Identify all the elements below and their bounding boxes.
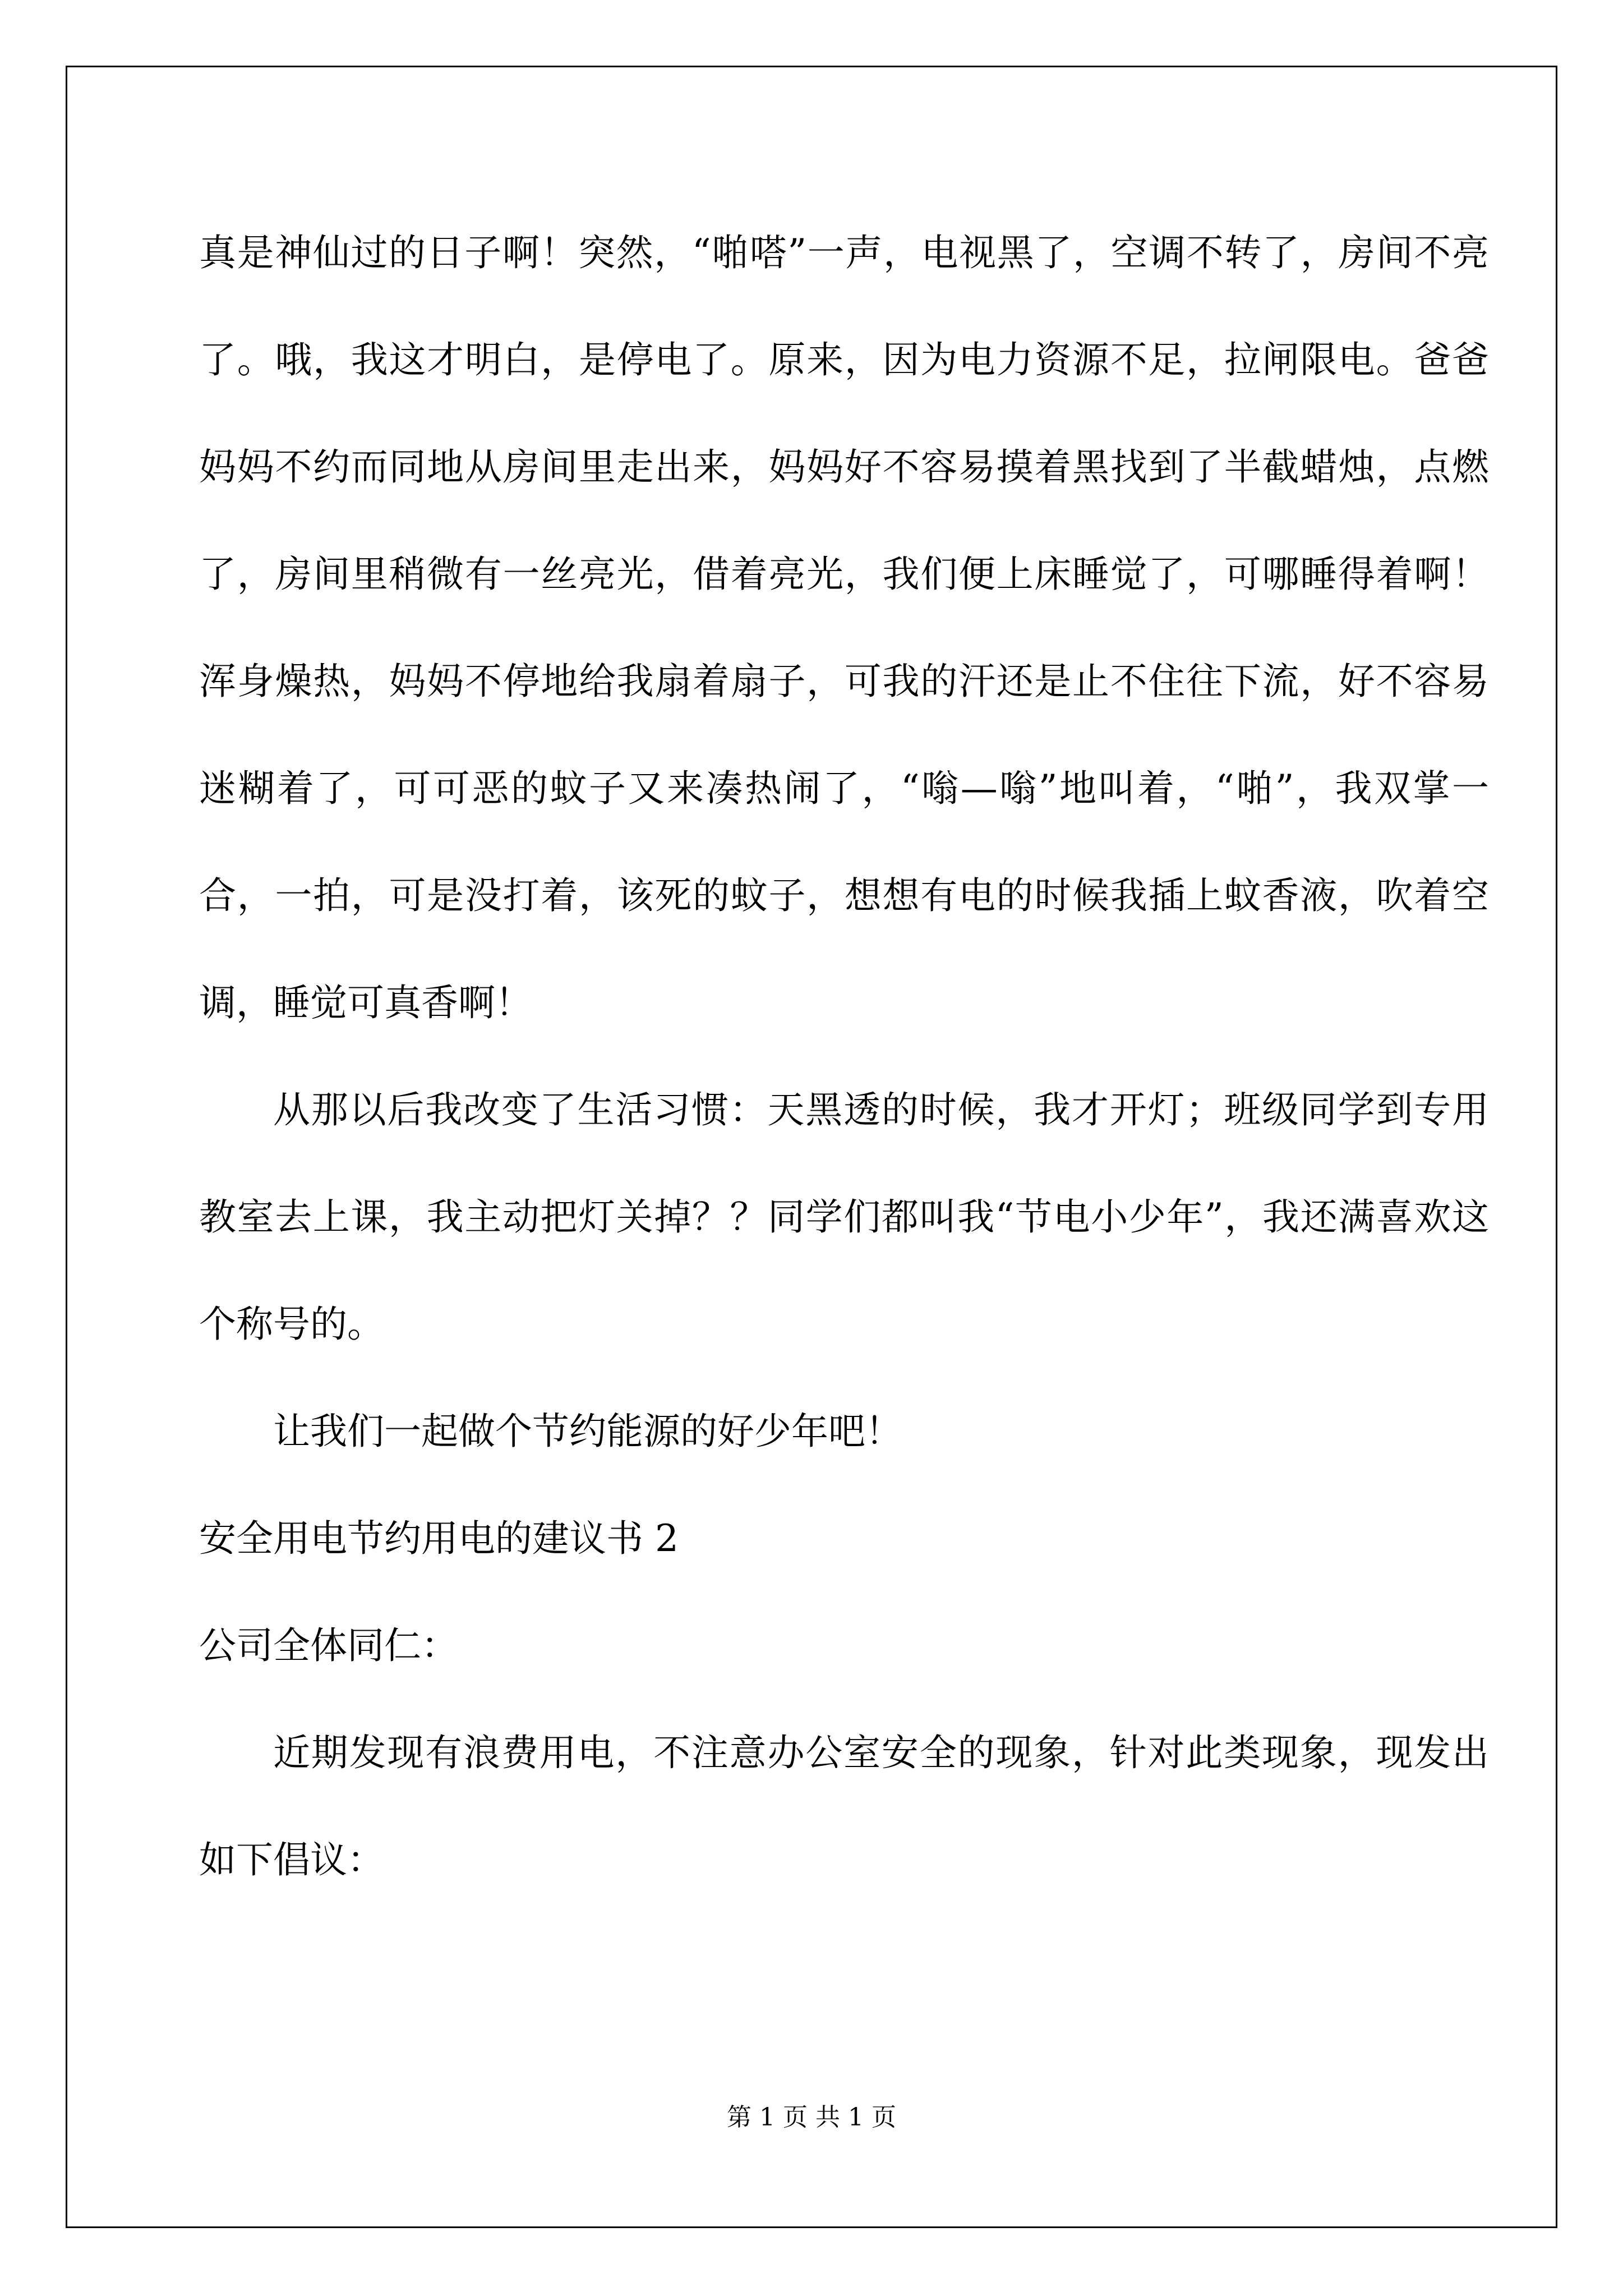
paragraph-proposal-intro: 近期发现有浪费用电，不注意办公室安全的现象，针对此类现象，现发出如下倡议：	[199, 1731, 1489, 1881]
salutation: 公司全体同仁：	[199, 1624, 458, 1667]
page-footer: 第 1 页 共 1 页	[727, 2103, 896, 2132]
section-heading: 安全用电节约用电的建议书 2	[199, 1517, 679, 1560]
paragraph-call-to-action: 让我们一起做个节约能源的好少年吧！	[273, 1410, 902, 1453]
paragraph-power-outage-story: 真是神仙过的日子啊！突然，“啪嗒”一声，电视黑了，空调不转了，房间不亮了。哦，我这才明白，是停电了。原来，因为电力资源不足，拉闸限电。爸爸妈妈不约而同地从房间里走出来，妈妈好不容易摸着黑找到了半截蜡烛，点燃了，房间里稍微有一丝亮光，借着亮光，我们便上床睡觉了，可哪睡得着啊！浑身燥热，妈妈不停地给我扇着扇子，可我的汗还是止不住往下流，好不容易迷糊着了，可可恶的蚊子又来凑热闹了，“嗡—嗡”地叫着，“啪”，我双掌一合，一拍，可是没打着，该死的蚊子，想想有电的时候我插上蚊香液，吹着空调，睡觉可真香啊！	[199, 231, 1489, 1024]
paragraph-changed-habits: 从那以后我改变了生活习惯：天黑透的时候，我才开灯；班级同学到专用教室去上课，我主动把灯关掉？？同学们都叫我“节电小少年”，我还满喜欢这个称号的。	[199, 1088, 1489, 1346]
document-body	[199, 199, 1489, 1913]
